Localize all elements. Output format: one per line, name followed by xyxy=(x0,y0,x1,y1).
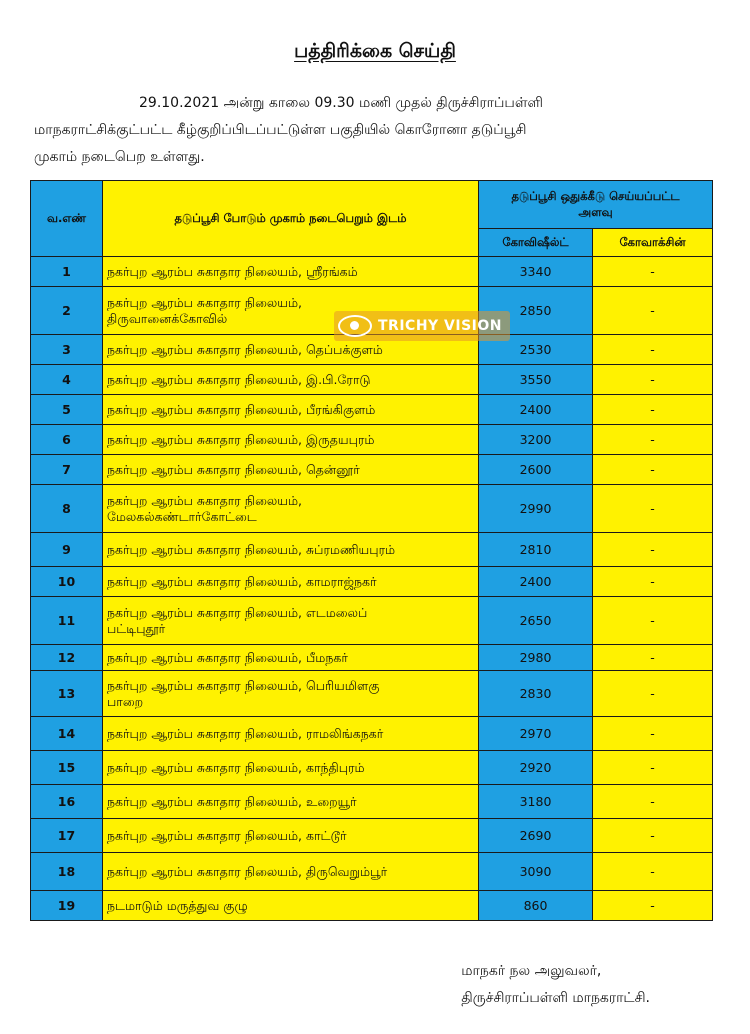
cell-covishield: 2970 xyxy=(479,717,593,751)
table-row xyxy=(31,567,713,597)
cell-place: நகர்புற ஆரம்ப சுகாதார நிலையம், தெப்பக்குளம் xyxy=(103,335,479,365)
cell-sno: 11 xyxy=(31,597,103,645)
table-row xyxy=(31,395,713,425)
header-place: தடுப்பூசி போடும் முகாம் நடைபெறும் இடம் xyxy=(103,181,479,257)
table-body xyxy=(31,257,713,921)
cell-covishield: 3200 xyxy=(479,425,593,455)
intro-line-2: மாநகராட்சிக்குட்பட்ட கீழ்குறிப்பிடப்பட்டுள்ள பகுதியில் கொரோனா தடுப்பூசி xyxy=(34,122,527,138)
cell-covaxin: - xyxy=(593,597,713,645)
table-row xyxy=(31,891,713,921)
cell-covaxin: - xyxy=(593,455,713,485)
cell-covaxin: - xyxy=(593,751,713,785)
cell-place: நகர்புற ஆரம்ப சுகாதார நிலையம், திருவெறும்பூர் xyxy=(103,853,479,891)
cell-covaxin: - xyxy=(593,717,713,751)
cell-covishield: 2400 xyxy=(479,567,593,597)
page-title-text: பத்திரிக்கை செய்தி xyxy=(294,40,456,62)
cell-place: நகர்புற ஆரம்ப சுகாதார நிலையம், இ.பி.ரோடு xyxy=(103,365,479,395)
table-row xyxy=(31,533,713,567)
cell-place: நகர்புற ஆரம்ப சுகாதார நிலையம், எடமலைப் பட்டிபுதூர் xyxy=(103,597,479,645)
cell-covaxin: - xyxy=(593,485,713,533)
header-allocation: தடுப்பூசி ஒதுக்கீடு செய்யப்பட்ட அளவு xyxy=(479,181,713,229)
table-row xyxy=(31,455,713,485)
cell-place: நகர்புற ஆரம்ப சுகாதார நிலையம், ஸ்ரீரங்கம் xyxy=(103,257,479,287)
cell-place: நகர்புற ஆரம்ப சுகாதார நிலையம், சுப்ரமணியபுரம் xyxy=(103,533,479,567)
cell-sno: 18 xyxy=(31,853,103,891)
cell-covaxin: - xyxy=(593,287,713,335)
table-row xyxy=(31,671,713,717)
table-row xyxy=(31,365,713,395)
intro-line-3: முகாம் நடைபெற உள்ளது. xyxy=(34,149,205,165)
cell-place: நடமாடும் மருத்துவ குழு xyxy=(103,891,479,921)
cell-covishield: 2690 xyxy=(479,819,593,853)
signature-line-1: மாநகர் நல அலுவலர், xyxy=(461,963,602,979)
table-row xyxy=(31,785,713,819)
cell-place: நகர்புற ஆரம்ப சுகாதார நிலையம், ராமலிங்கநகர் xyxy=(103,717,479,751)
cell-covishield: 2980 xyxy=(479,645,593,671)
cell-covishield: 2650 xyxy=(479,597,593,645)
header-covishield: கோவிஷீல்ட் xyxy=(479,229,593,257)
cell-place: நகர்புற ஆரம்ப சுகாதார நிலையம், பெரியமிளகு பாறை xyxy=(103,671,479,717)
vaccination-camp-table xyxy=(30,180,713,921)
cell-covishield: 3550 xyxy=(479,365,593,395)
table-row xyxy=(31,751,713,785)
cell-sno: 7 xyxy=(31,455,103,485)
cell-place: நகர்புற ஆரம்ப சுகாதார நிலையம், திருவானைக்கோவில் xyxy=(103,287,479,335)
cell-covishield: 3340 xyxy=(479,257,593,287)
cell-covaxin: - xyxy=(593,567,713,597)
cell-covaxin: - xyxy=(593,533,713,567)
cell-sno: 5 xyxy=(31,395,103,425)
cell-sno: 9 xyxy=(31,533,103,567)
cell-sno: 8 xyxy=(31,485,103,533)
cell-covishield: 2530 xyxy=(479,335,593,365)
header-covaxin: கோவாக்சின் xyxy=(593,229,713,257)
cell-covaxin: - xyxy=(593,785,713,819)
cell-covishield: 3180 xyxy=(479,785,593,819)
cell-place: நகர்புற ஆரம்ப சுகாதார நிலையம், பீமநகர் xyxy=(103,645,479,671)
cell-covishield: 3090 xyxy=(479,853,593,891)
cell-covishield: 2600 xyxy=(479,455,593,485)
cell-covishield: 2810 xyxy=(479,533,593,567)
table-row xyxy=(31,717,713,751)
signature-block xyxy=(461,958,650,1012)
cell-sno: 17 xyxy=(31,819,103,853)
cell-sno: 14 xyxy=(31,717,103,751)
cell-sno: 6 xyxy=(31,425,103,455)
cell-covaxin: - xyxy=(593,645,713,671)
cell-covishield: 2990 xyxy=(479,485,593,533)
page-title xyxy=(0,40,750,65)
cell-sno: 16 xyxy=(31,785,103,819)
cell-covaxin: - xyxy=(593,819,713,853)
table-row xyxy=(31,645,713,671)
cell-covishield: 860 xyxy=(479,891,593,921)
table-row xyxy=(31,257,713,287)
cell-covaxin: - xyxy=(593,853,713,891)
cell-covishield: 2850 xyxy=(479,287,593,335)
intro-paragraph xyxy=(34,90,716,171)
cell-place: நகர்புற ஆரம்ப சுகாதார நிலையம், உறையூர் xyxy=(103,785,479,819)
cell-place: நகர்புற ஆரம்ப சுகாதார நிலையம், காமராஜ்நகர் xyxy=(103,567,479,597)
signature-line-2: திருச்சிராப்பள்ளி மாநகராட்சி. xyxy=(461,990,650,1006)
cell-sno: 19 xyxy=(31,891,103,921)
cell-covaxin: - xyxy=(593,335,713,365)
cell-place: நகர்புற ஆரம்ப சுகாதார நிலையம், காந்திபுரம் xyxy=(103,751,479,785)
cell-sno: 13 xyxy=(31,671,103,717)
watermark xyxy=(334,311,510,341)
cell-sno: 1 xyxy=(31,257,103,287)
cell-place: நகர்புற ஆரம்ப சுகாதார நிலையம், பீரங்கிகுளம் xyxy=(103,395,479,425)
cell-sno: 3 xyxy=(31,335,103,365)
cell-sno: 10 xyxy=(31,567,103,597)
cell-covaxin: - xyxy=(593,257,713,287)
watermark-text: TRICHY VISION xyxy=(378,318,502,334)
table-row xyxy=(31,819,713,853)
cell-covishield: 2830 xyxy=(479,671,593,717)
cell-place: நகர்புற ஆரம்ப சுகாதார நிலையம், காட்டூர் xyxy=(103,819,479,853)
table-row xyxy=(31,485,713,533)
cell-sno: 2 xyxy=(31,287,103,335)
table-row xyxy=(31,853,713,891)
cell-covishield: 2920 xyxy=(479,751,593,785)
header-sno: வ.எண் xyxy=(31,181,103,257)
cell-place: நகர்புற ஆரம்ப சுகாதார நிலையம், தென்னூர் xyxy=(103,455,479,485)
cell-sno: 12 xyxy=(31,645,103,671)
eye-logo-icon xyxy=(338,315,372,337)
table-row xyxy=(31,425,713,455)
cell-place: நகர்புற ஆரம்ப சுகாதார நிலையம், இருதயபுரம் xyxy=(103,425,479,455)
cell-covaxin: - xyxy=(593,671,713,717)
cell-covaxin: - xyxy=(593,395,713,425)
cell-sno: 15 xyxy=(31,751,103,785)
cell-covaxin: - xyxy=(593,365,713,395)
table-row xyxy=(31,597,713,645)
intro-line-1: 29.10.2021 அன்று காலை 09.30 மணி முதல் திருச்சிராப்பள்ளி xyxy=(139,95,543,111)
cell-covishield: 2400 xyxy=(479,395,593,425)
cell-place: நகர்புற ஆரம்ப சுகாதார நிலையம், மேலகல்கண்டார்கோட்டை xyxy=(103,485,479,533)
cell-covaxin: - xyxy=(593,891,713,921)
cell-sno: 4 xyxy=(31,365,103,395)
cell-covaxin: - xyxy=(593,425,713,455)
